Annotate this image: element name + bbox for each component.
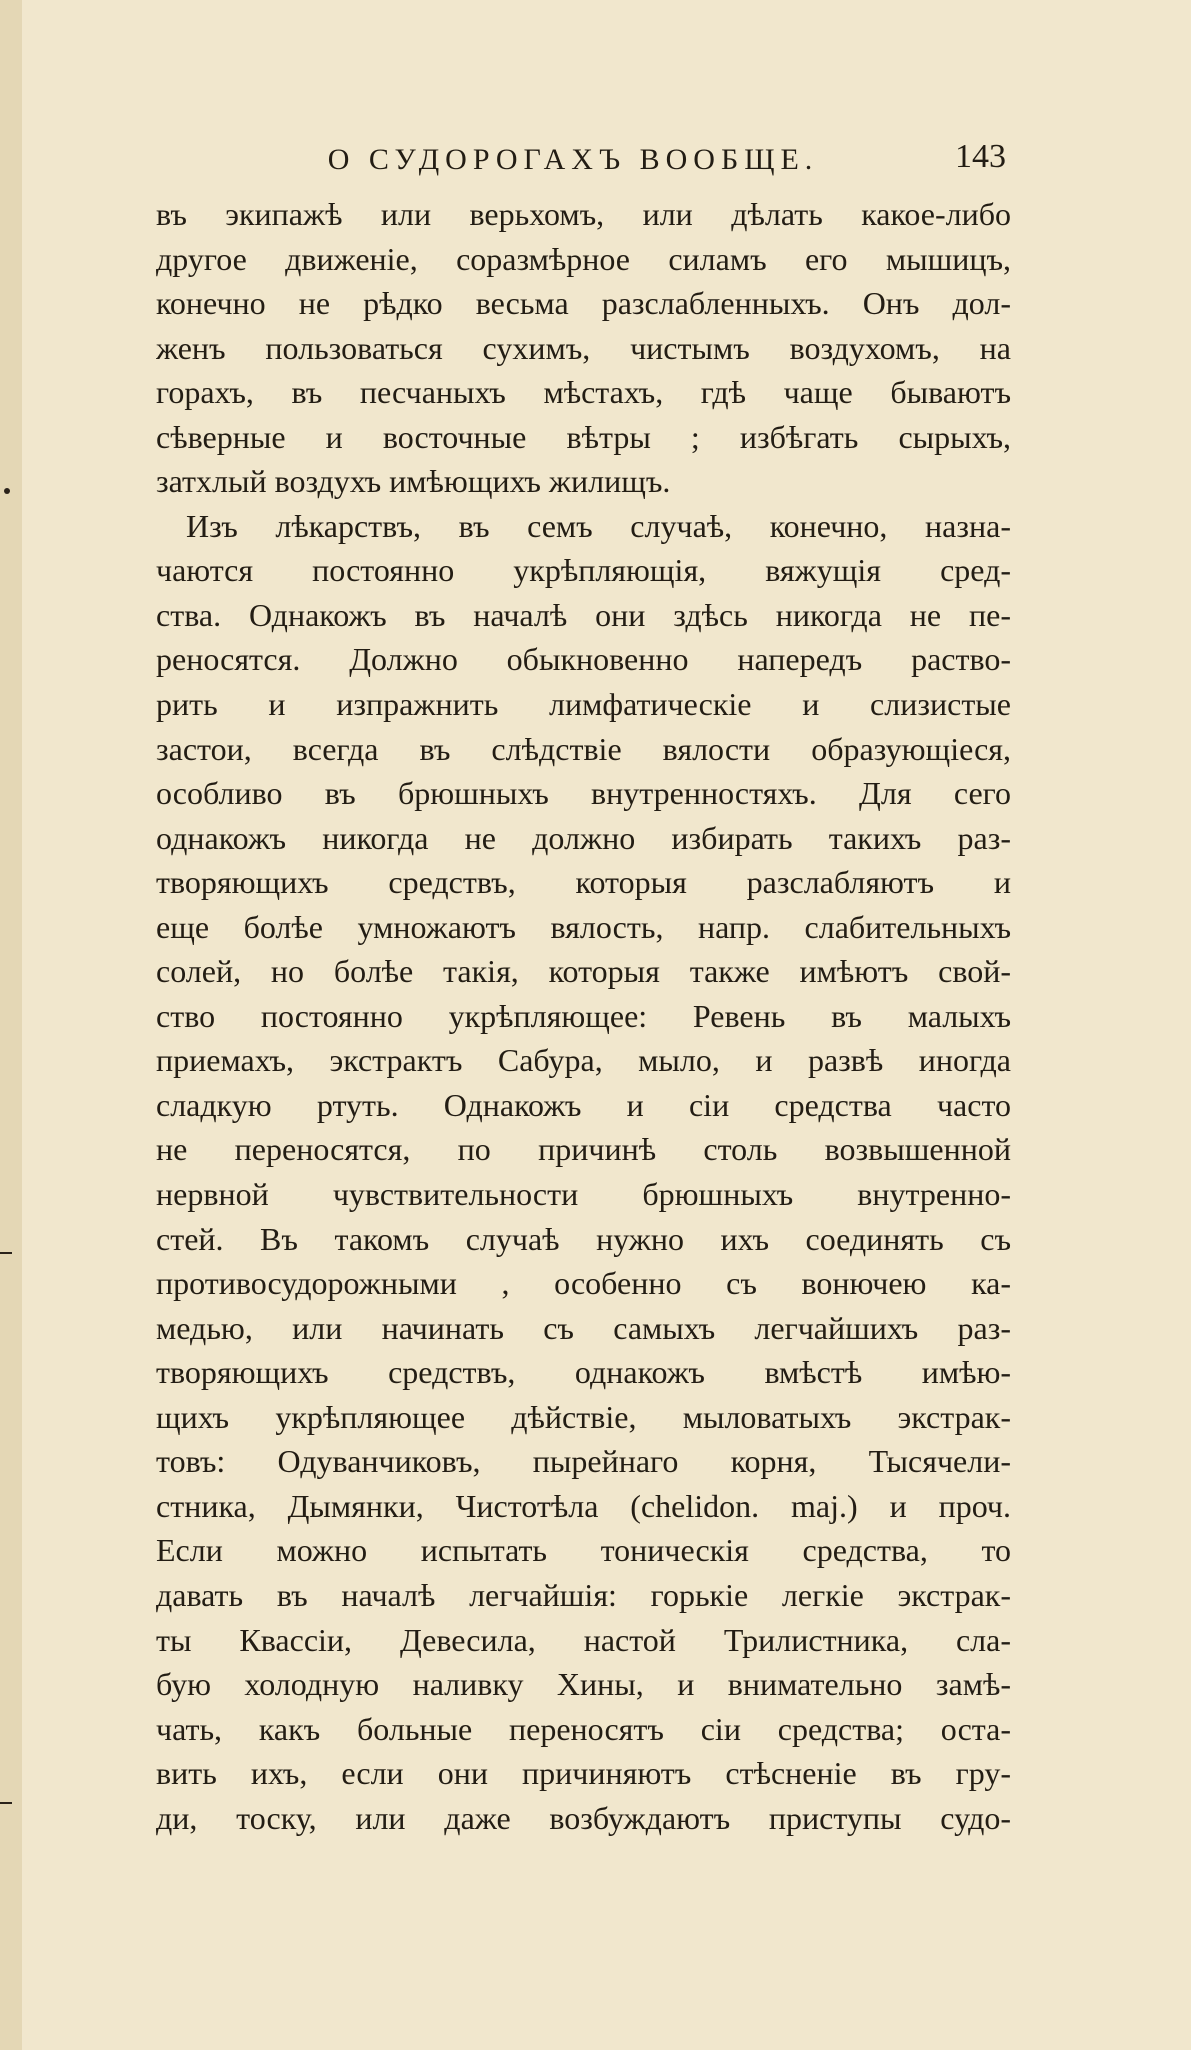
text-line: рить и изпражнить лимфатическіе и слизистые: [156, 686, 1011, 723]
text-line: стей. Въ такомъ случаѣ нужно ихъ соединять съ: [156, 1220, 1011, 1257]
page-number: 143: [955, 138, 1006, 175]
text-line: особливо въ брюшныхъ внутренностяхъ. Для сего: [156, 775, 1011, 812]
text-line: еще болѣе умножаютъ вялость, напр. слабительныхъ: [156, 908, 1011, 945]
page-left-edge: [0, 0, 22, 2050]
text-line: ты Квассіи, Девесила, настой Трилистника, сла-: [156, 1621, 1011, 1658]
text-line: сладкую ртуть. Однакожъ и сіи средства часто: [156, 1086, 1011, 1123]
text-line: другое движеніе, соразмѣрное силамъ его мышицъ,: [156, 240, 1011, 277]
text-line: приемахъ, экстрактъ Сабура, мыло, и развѣ иногда: [156, 1042, 1011, 1079]
text-line: горахъ, въ песчаныхъ мѣстахъ, гдѣ чаще бываютъ: [156, 374, 1011, 411]
body-text: [156, 192, 1011, 1840]
text-line: медью, или начинать съ самыхъ легчайшихъ раз-: [156, 1309, 1011, 1346]
text-line: ство постоянно укрѣпляющее: Ревень въ малыхъ: [156, 997, 1011, 1034]
text-line: конечно не рѣдко весьма разслабленныхъ. Онъ дол-: [156, 285, 1011, 322]
text-line: въ экипажѣ или верьхомъ, или дѣлать какое-либо: [156, 196, 1011, 232]
text-line: противосудорожными , особенно съ вонючею ка-: [156, 1265, 1011, 1302]
text-line: стника, Дымянки, Чистотѣла (chelidon. maj.) и проч.: [156, 1487, 1011, 1524]
text-line: вить ихъ, если они причиняютъ стѣсненіе въ гру-: [156, 1755, 1011, 1792]
text-line: сѣверные и восточные вѣтры ; избѣгать сырыхъ,: [156, 418, 1011, 455]
text-line: реносятся. Должно обыкновенно напередъ раство-: [156, 641, 1011, 678]
margin-tick-mark: [0, 1802, 12, 1804]
text-line: нервной чувствительности брюшныхъ внутренно-: [156, 1176, 1011, 1213]
text-line: затхлый воздухъ имѣющихъ жилищъ.: [156, 463, 671, 500]
text-line: чаются постоянно укрѣпляющія, вяжущія сред-: [156, 552, 1011, 589]
margin-tick-mark: [0, 1252, 12, 1254]
text-line: давать въ началѣ легчайшія: горькіе легкіе экстрак-: [156, 1576, 1011, 1613]
text-line: однакожъ никогда не должно избирать такихъ раз-: [156, 819, 1011, 856]
text-line: товъ: Одуванчиковъ, пырейнаго корня, Тысячели-: [156, 1443, 1011, 1480]
text-line: Если можно испытать тоническія средства, то: [156, 1532, 1011, 1569]
text-line: солей, но болѣе такія, которыя также имѣютъ свой-: [156, 953, 1011, 990]
text-line: застои, всегда въ слѣдствіе вялости образующіеся,: [156, 730, 1011, 767]
text-line: щихъ укрѣпляющее дѣйствіе, мыловатыхъ экстрак-: [156, 1398, 1011, 1435]
paragraph-first-line: Изъ лѣкарствъ, въ семъ случаѣ, конечно, назна-: [186, 507, 1011, 544]
text-line: не переносятся, по причинѣ столь возвышенной: [156, 1131, 1011, 1168]
text-line: бую холодную наливку Хины, и внимательно замѣ-: [156, 1666, 1011, 1703]
running-header-title: О СУДОРОГАХЪ ВООБЩЕ.: [327, 143, 819, 176]
text-line: творяющихъ средствъ, которыя разслабляютъ и: [156, 864, 1011, 901]
text-line: ди, тоску, или даже возбуждаютъ приступы судо-: [156, 1799, 1011, 1836]
text-line: ства. Однакожъ въ началѣ они здѣсь никогда не пе-: [156, 596, 1011, 633]
text-line: чать, какъ больные переносятъ сіи средства; оста-: [156, 1710, 1011, 1747]
text-line: женъ пользоваться сухимъ, чистымъ воздухомъ, на: [156, 329, 1011, 366]
text-line: творяющихъ средствъ, однакожъ вмѣстѣ имѣю-: [156, 1354, 1011, 1391]
margin-tick-mark: [4, 488, 10, 494]
